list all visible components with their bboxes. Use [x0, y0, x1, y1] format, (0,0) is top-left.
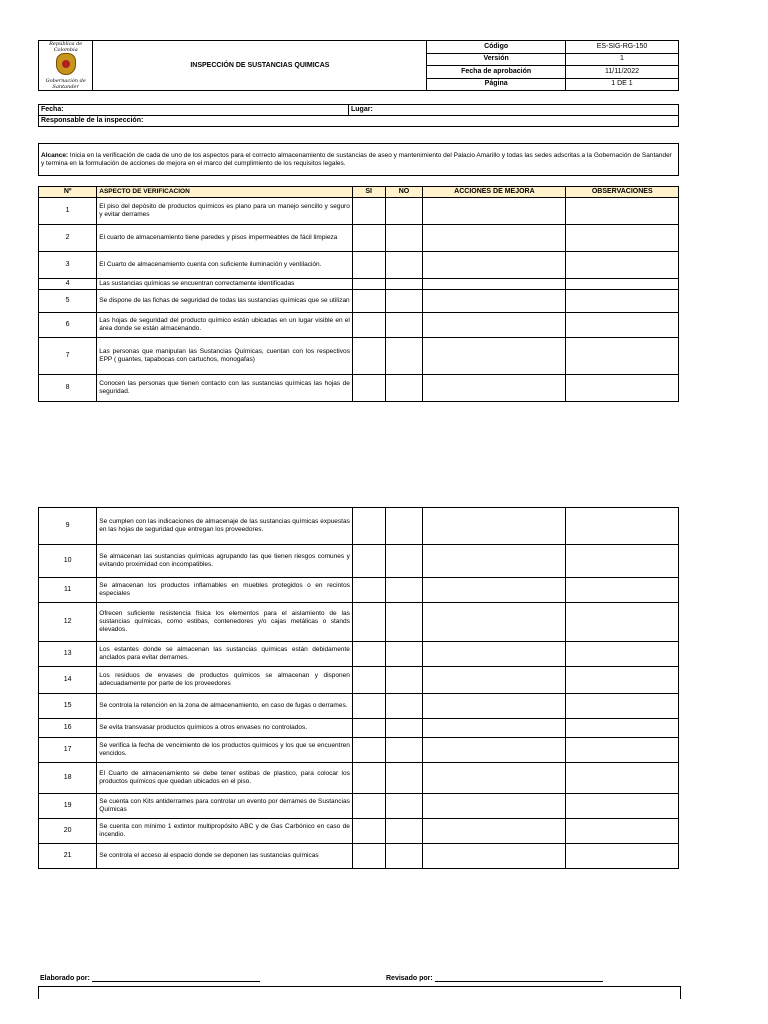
si-checkbox-cell[interactable] [352, 844, 385, 869]
item-aspect: Las hojas de seguridad del producto químico están ubicadas en un lugar visible en el área donde se están almacenando. [97, 313, 353, 338]
column-header: NO [385, 187, 423, 198]
acciones-de-mejora-cell[interactable] [423, 844, 566, 869]
si-checkbox-cell[interactable] [352, 375, 385, 402]
revisado-signature-line[interactable] [435, 981, 603, 982]
table-row [39, 545, 679, 578]
acciones-de-mejora-cell[interactable] [423, 225, 566, 252]
item-aspect: Conocen las personas que tienen contacto con las sustancias químicas las hojas de seguridad. [97, 375, 353, 402]
acciones-de-mejora-cell[interactable] [423, 545, 566, 578]
table-row [39, 763, 679, 794]
item-aspect: Se almacenan las sustancias químicas agrupando las que tienen riesgos comunes y evitando proximidad con incompatibles. [97, 545, 353, 578]
observaciones-cell[interactable] [566, 338, 679, 375]
no-checkbox-cell[interactable] [385, 338, 423, 375]
column-header: OBSERVACIONES [566, 187, 679, 198]
item-number: 3 [39, 252, 97, 279]
item-number: 19 [39, 794, 97, 819]
item-number: 16 [39, 719, 97, 738]
item-number: 8 [39, 375, 97, 402]
revisado-por [386, 975, 603, 982]
document-title: INSPECCIÓN DE SUSTANCIAS QUIMICAS [93, 41, 427, 91]
no-checkbox-cell[interactable] [385, 694, 423, 719]
acciones-de-mejora-cell[interactable] [423, 290, 566, 313]
logo [39, 41, 93, 91]
item-number: 5 [39, 290, 97, 313]
observaciones-cell[interactable] [566, 763, 679, 794]
table-row [39, 642, 679, 667]
alcance-text: Inicia en la verificación de cada de uno de los aspectos para el correcto almacenamiento de sustancias de aseo y mantenimiento del Palacio Amarillo y todas las sedes adscritas a la Gobernación de Santander y termina en la formulación de acciones de mejora en el marco del cumplimiento de los requisitos legales. [41, 151, 672, 167]
lugar-field[interactable] [349, 105, 679, 116]
observaciones-cell[interactable] [566, 794, 679, 819]
si-checkbox-cell[interactable] [352, 694, 385, 719]
table-row [39, 225, 679, 252]
table-row [39, 844, 679, 869]
meta-label: Versión [427, 53, 566, 66]
item-number: 6 [39, 313, 97, 338]
item-aspect: Se dispone de las fichas de seguridad de todas las sustancias químicas que se utilizan [97, 290, 353, 313]
item-number: 20 [39, 819, 97, 844]
table-row [39, 338, 679, 375]
footer-frame [38, 986, 681, 999]
observaciones-cell[interactable] [566, 252, 679, 279]
meta-label: Fecha de aprobación [427, 66, 566, 79]
table-row [39, 719, 679, 738]
si-checkbox-cell[interactable] [352, 719, 385, 738]
alcance-label: Alcance: [41, 151, 69, 159]
item-aspect: Los residuos de envases de productos químicos se almacenan y disponen adecuadamente por parte de los proveedores [97, 667, 353, 694]
no-checkbox-cell[interactable] [385, 545, 423, 578]
table-row [39, 738, 679, 763]
fecha-field[interactable] [39, 105, 349, 116]
no-checkbox-cell[interactable] [385, 667, 423, 694]
observaciones-cell[interactable] [566, 313, 679, 338]
table-row [39, 603, 679, 642]
no-checkbox-cell[interactable] [385, 719, 423, 738]
no-checkbox-cell[interactable] [385, 225, 423, 252]
acciones-de-mejora-cell[interactable] [423, 794, 566, 819]
si-checkbox-cell[interactable] [352, 198, 385, 225]
table-row [39, 794, 679, 819]
lugar-label: Lugar: [351, 106, 373, 113]
si-checkbox-cell[interactable] [352, 225, 385, 252]
observaciones-cell[interactable] [566, 819, 679, 844]
item-aspect: Los estantes donde se almacenan las sustancias químicas están debidamente anclados para evitar derrames. [97, 642, 353, 667]
acciones-de-mejora-cell[interactable] [423, 338, 566, 375]
table-row [39, 198, 679, 225]
table-row [39, 819, 679, 844]
checklist-table-2 [38, 507, 679, 869]
observaciones-cell[interactable] [566, 545, 679, 578]
item-aspect: Las personas que manipulan las Sustancias Químicas, cuentan con los respectivos EPP ( guantes, tapabocas con cartuchos, monogafas) [97, 338, 353, 375]
observaciones-cell[interactable] [566, 508, 679, 545]
si-checkbox-cell[interactable] [352, 338, 385, 375]
acciones-de-mejora-cell[interactable] [423, 578, 566, 603]
no-checkbox-cell[interactable] [385, 508, 423, 545]
item-aspect: Se cumplen con las indicaciones de almacenaje de las sustancias químicas expuestas en las hojas de seguridad que entregan los proveedores. [97, 508, 353, 545]
acciones-de-mejora-cell[interactable] [423, 667, 566, 694]
alcance-box [38, 143, 679, 176]
item-aspect: Las sustancias químicas se encuentran correctamente identificadas [97, 279, 353, 290]
observaciones-cell[interactable] [566, 198, 679, 225]
item-aspect: El piso del depósito de productos químicos es plano para un manejo sencillo y seguro y evitar derrames [97, 198, 353, 225]
si-checkbox-cell[interactable] [352, 794, 385, 819]
table-row [39, 290, 679, 313]
item-number: 15 [39, 694, 97, 719]
column-header: ASPECTO DE VERIFICACION [97, 187, 353, 198]
si-checkbox-cell[interactable] [352, 603, 385, 642]
no-checkbox-cell[interactable] [385, 603, 423, 642]
table-row [39, 252, 679, 279]
si-checkbox-cell[interactable] [352, 738, 385, 763]
si-checkbox-cell[interactable] [352, 819, 385, 844]
document-header [38, 40, 679, 91]
acciones-de-mejora-cell[interactable] [423, 279, 566, 290]
table-row [39, 313, 679, 338]
table-row [39, 279, 679, 290]
logo-bottom-text: Gobernación de Santander [45, 78, 86, 90]
no-checkbox-cell[interactable] [385, 794, 423, 819]
item-number: 10 [39, 545, 97, 578]
no-checkbox-cell[interactable] [385, 375, 423, 402]
table-header-row [39, 187, 679, 198]
no-checkbox-cell[interactable] [385, 642, 423, 667]
item-number: 18 [39, 763, 97, 794]
item-aspect: Se almacenan los productos inflamables en muebles protegidos o en recintos especiales [97, 578, 353, 603]
inspection-info [38, 104, 679, 127]
acciones-de-mejora-cell[interactable] [423, 642, 566, 667]
no-checkbox-cell[interactable] [385, 198, 423, 225]
table-row [39, 375, 679, 402]
acciones-de-mejora-cell[interactable] [423, 738, 566, 763]
item-aspect: Se controla el acceso al espacio donde se deponen las sustancias químicas [97, 844, 353, 869]
si-checkbox-cell[interactable] [352, 252, 385, 279]
observaciones-cell[interactable] [566, 279, 679, 290]
acciones-de-mejora-cell[interactable] [423, 763, 566, 794]
observaciones-cell[interactable] [566, 719, 679, 738]
meta-value: 1 [565, 53, 678, 66]
column-header: SI [352, 187, 385, 198]
table-row [39, 578, 679, 603]
item-number: 11 [39, 578, 97, 603]
acciones-de-mejora-cell[interactable] [423, 252, 566, 279]
item-number: 21 [39, 844, 97, 869]
logo-top-text: República de Colombia [49, 41, 83, 53]
si-checkbox-cell[interactable] [352, 279, 385, 290]
observaciones-cell[interactable] [566, 603, 679, 642]
acciones-de-mejora-cell[interactable] [423, 719, 566, 738]
elaborado-por [40, 975, 260, 982]
item-number: 17 [39, 738, 97, 763]
item-aspect: Se evita transvasar productos químicos a otros envases no controlados. [97, 719, 353, 738]
observaciones-cell[interactable] [566, 738, 679, 763]
acciones-de-mejora-cell[interactable] [423, 375, 566, 402]
fecha-label: Fecha: [41, 106, 64, 113]
table-row [39, 667, 679, 694]
meta-value: 11/11/2022 [565, 66, 678, 79]
si-checkbox-cell[interactable] [352, 545, 385, 578]
acciones-de-mejora-cell[interactable] [423, 603, 566, 642]
item-number: 4 [39, 279, 97, 290]
observaciones-cell[interactable] [566, 642, 679, 667]
item-aspect: Ofrecen suficiente resistencia física los elementos para el aislamiento de las sustancias químicas, como estibas, contenedores y/o cajas metálicas o stands elevados. [97, 603, 353, 642]
item-number: 13 [39, 642, 97, 667]
acciones-de-mejora-cell[interactable] [423, 198, 566, 225]
table-row [39, 508, 679, 545]
acciones-de-mejora-cell[interactable] [423, 819, 566, 844]
si-checkbox-cell[interactable] [352, 763, 385, 794]
acciones-de-mejora-cell[interactable] [423, 313, 566, 338]
meta-label: Página [427, 78, 566, 91]
column-header: ACCIONES DE MEJORA [423, 187, 566, 198]
si-checkbox-cell[interactable] [352, 578, 385, 603]
elaborado-signature-line[interactable] [92, 981, 260, 982]
no-checkbox-cell[interactable] [385, 844, 423, 869]
acciones-de-mejora-cell[interactable] [423, 694, 566, 719]
no-checkbox-cell[interactable] [385, 313, 423, 338]
observaciones-cell[interactable] [566, 578, 679, 603]
checklist-table-1 [38, 186, 679, 402]
si-checkbox-cell[interactable] [352, 290, 385, 313]
elaborado-label: Elaborado por: [40, 975, 90, 982]
meta-value: ES-SIG-RG-150 [565, 41, 678, 54]
item-aspect: Se controla la retención en la zona de almacenamiento, en caso de fugas o derrames. [97, 694, 353, 719]
item-number: 2 [39, 225, 97, 252]
observaciones-cell[interactable] [566, 667, 679, 694]
meta-label: Código [427, 41, 566, 54]
coat-of-arms-icon [56, 53, 76, 75]
acciones-de-mejora-cell[interactable] [423, 508, 566, 545]
item-number: 12 [39, 603, 97, 642]
no-checkbox-cell[interactable] [385, 819, 423, 844]
si-checkbox-cell[interactable] [352, 667, 385, 694]
si-checkbox-cell[interactable] [352, 313, 385, 338]
item-number: 7 [39, 338, 97, 375]
si-checkbox-cell[interactable] [352, 642, 385, 667]
no-checkbox-cell[interactable] [385, 763, 423, 794]
no-checkbox-cell[interactable] [385, 252, 423, 279]
responsable-field[interactable] [39, 116, 679, 127]
item-number: 9 [39, 508, 97, 545]
revisado-label: Revisado por: [386, 975, 433, 982]
no-checkbox-cell[interactable] [385, 279, 423, 290]
si-checkbox-cell[interactable] [352, 508, 385, 545]
observaciones-cell[interactable] [566, 290, 679, 313]
observaciones-cell[interactable] [566, 844, 679, 869]
column-header: Nº [39, 187, 97, 198]
item-number: 14 [39, 667, 97, 694]
observaciones-cell[interactable] [566, 375, 679, 402]
responsable-label: Responsable de la inspección: [41, 117, 144, 124]
no-checkbox-cell[interactable] [385, 738, 423, 763]
item-aspect: El cuarto de almacenamiento tiene paredes y pisos impermeables de fácil limpieza [97, 225, 353, 252]
item-aspect: Se cuenta con Kits antiderrames para controlar un evento por derrames de Sustancias Químicas [97, 794, 353, 819]
observaciones-cell[interactable] [566, 694, 679, 719]
no-checkbox-cell[interactable] [385, 578, 423, 603]
item-aspect: Se cuenta con mínimo 1 extintor multipropósito ABC y de Gas Carbónico en caso de incendio. [97, 819, 353, 844]
no-checkbox-cell[interactable] [385, 290, 423, 313]
item-aspect: Se verifica la fecha de vencimiento de los productos químicos y los que se encuentren vencidos. [97, 738, 353, 763]
item-aspect: El Cuarto de almacenamiento se debe tener estibas de plastico, para colocar los productos químicos que quedan ubicados en el piso. [97, 763, 353, 794]
table-row [39, 694, 679, 719]
item-number: 1 [39, 198, 97, 225]
meta-value: 1 DE 1 [565, 78, 678, 91]
observaciones-cell[interactable] [566, 225, 679, 252]
item-aspect: El Cuarto de almacenamiento cuenta con suficiente iluminación y ventilación. [97, 252, 353, 279]
